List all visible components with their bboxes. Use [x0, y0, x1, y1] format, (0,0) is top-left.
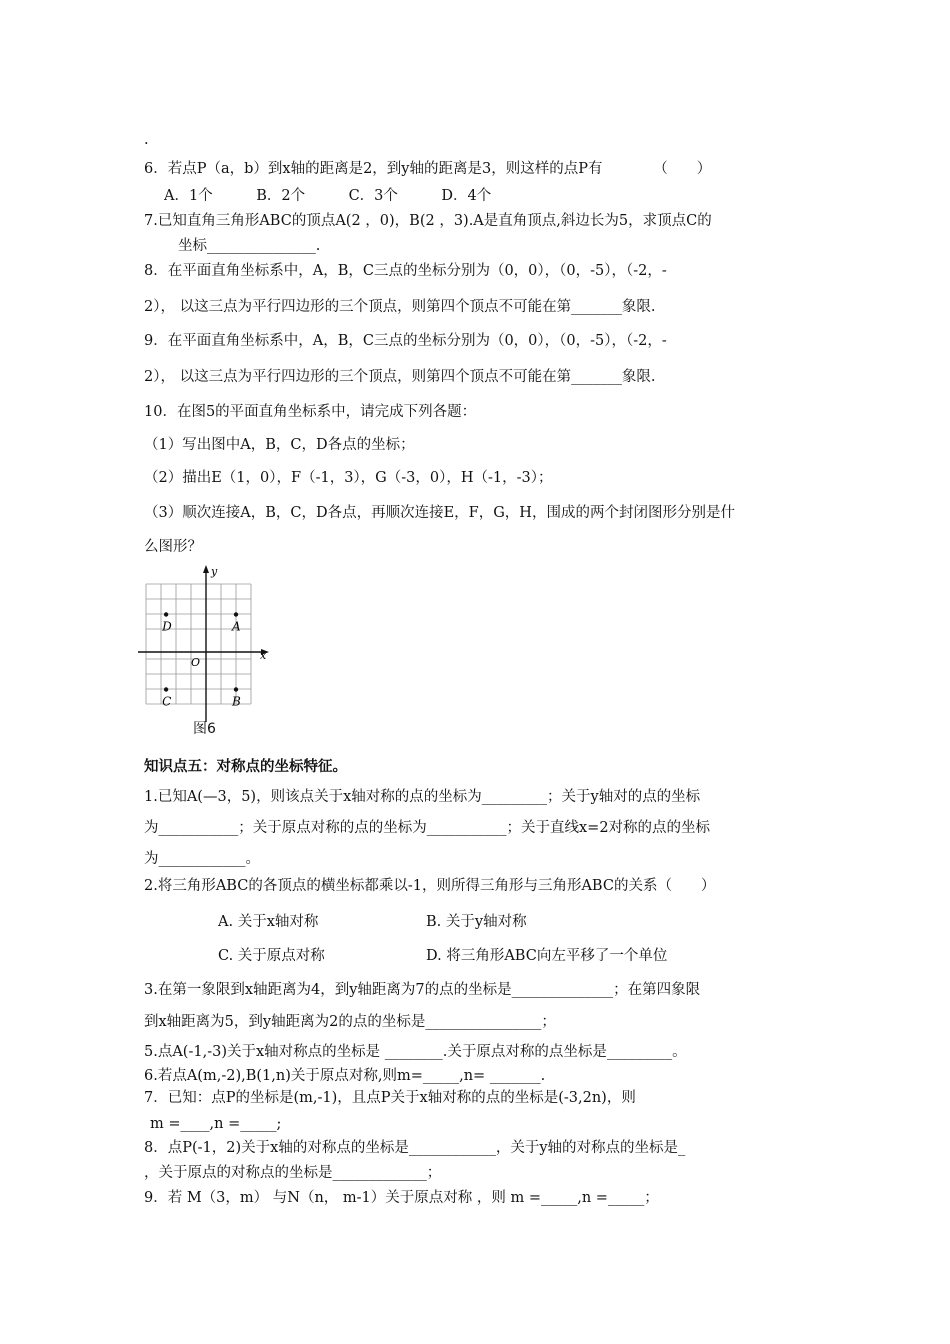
section-heading: 知识点五：对称点的坐标特征。: [144, 759, 347, 775]
sym-question-1-line1: 1.已知A(—3，5)，则该点关于x轴对称的点的坐标为_________；关于y轴对的点的坐标: [144, 789, 701, 805]
question-9-line1: 9．在平面直角坐标系中，A，B，C三点的坐标分别为（0，0），（0，-5），（-2，-: [144, 333, 667, 349]
sym-question-1-line2: 为___________；关于原点对称的点的坐标为___________；关于直线x=2对称的点的坐标: [144, 820, 711, 836]
y-axis-arrow: [203, 565, 209, 573]
sym-question-5: 5.点A(-1,-3)关于x轴对称点的坐标是 ________.关于原点对称的点坐标是_________。: [144, 1044, 687, 1060]
point-c-label: C: [162, 694, 172, 709]
point-a-label: A: [232, 619, 241, 634]
question-10: 10．在图5的平面直角坐标系中，请完成下列各题：: [144, 404, 477, 420]
point-c-dot: [164, 687, 168, 691]
sym-question-3-line1: 3.在第一象限到x轴距离为4，到y轴距离为7的点的坐标是______________；在第四象限: [144, 982, 701, 998]
grid-lines: [146, 584, 251, 704]
sym-question-3-line2: 到x轴距离为5，到y轴距离为2的点的坐标是________________；: [144, 1014, 556, 1030]
origin-label: O: [191, 656, 201, 669]
sym-question-6: 6.若点A(m,-2),B(1,n)关于原点对称,则m=_____,n= _______.: [144, 1068, 546, 1084]
question-10-part3-line2: 么图形？: [144, 539, 202, 555]
question-10-part1: （1）写出图中A，B，C，D各点的坐标；: [144, 437, 415, 453]
question-8-line1: 8．在平面直角坐标系中，A，B，C三点的坐标分别为（0，0），（0，-5），（-2，-: [144, 263, 667, 279]
point-d-label: D: [162, 619, 172, 634]
question-10-part2: （2）描出E（1，0），F（-1，3），G（-3，0），H（-1，-3）；: [144, 470, 553, 486]
point-d-dot: [164, 612, 168, 616]
sym-question-2: 2.将三角形ABC的各顶点的横坐标都乘以-1，则所得三角形与三角形ABC的关系（ ）: [144, 878, 716, 894]
point-b-dot: [234, 687, 238, 691]
question-7-line1: 7.已知直角三角形ABC的顶点A(2 ，0)，B(2 ，3).A是直角顶点,斜边长为5，求顶点C的: [144, 213, 712, 229]
coordinate-grid-figure: [138, 562, 283, 722]
stray-dot: .: [144, 132, 149, 148]
point-a-dot: [234, 612, 238, 616]
question-6-options: A．1个 B．2个 C．3个 D．4个: [164, 188, 492, 204]
sym-question-2-option-c: C. 关于原点对称: [218, 948, 325, 964]
sym-question-9: 9．若 M（3，m） 与N（n， m-1）关于原点对称 ，则 m =_____,n =_____；: [144, 1190, 659, 1206]
figure-caption: 图6: [193, 721, 216, 737]
point-b-label: B: [232, 694, 241, 709]
sym-question-2-option-b: B. 关于y轴对称: [426, 914, 527, 930]
y-axis-label: y: [211, 565, 218, 578]
question-6: 6．若点P（a，b）到x轴的距离是2，到y轴的距离是3，则这样的点P有 （ ）: [144, 161, 712, 177]
x-axis-label: x: [260, 649, 267, 662]
sym-question-8-line2: ，关于原点的对称点的坐标是_____________；: [144, 1165, 442, 1181]
sym-question-7-line1: 7．已知：点P的坐标是(m,-1)，且点P关于x轴对称的点的坐标是(-3,2n)，则: [144, 1090, 636, 1106]
figure-points: [161, 612, 241, 708]
sym-question-1-line3: 为____________。: [144, 851, 260, 867]
sym-question-2-option-a: A. 关于x轴对称: [218, 914, 319, 930]
sym-question-2-option-d: D. 将三角形ABC向左平移了一个单位: [426, 948, 668, 964]
question-8-line2: 2）， 以这三点为平行四边形的三个顶点，则第四个顶点不可能在第_______象限.: [144, 299, 656, 315]
question-9-line2: 2）， 以这三点为平行四边形的三个顶点，则第四个顶点不可能在第_______象限.: [144, 369, 656, 385]
sym-question-7-line2: m =____,n =_____;: [150, 1116, 282, 1132]
question-10-part3-line1: （3）顺次连接A，B，C，D各点，再顺次连接E，F，G，H，围成的两个封闭图形分别是什: [144, 505, 735, 521]
question-7-line2: 坐标_______________.: [178, 238, 321, 254]
sym-question-8-line1: 8．点P(-1，2)关于x轴的对称点的坐标是____________，关于y轴的对称点的坐标是_: [144, 1140, 686, 1156]
